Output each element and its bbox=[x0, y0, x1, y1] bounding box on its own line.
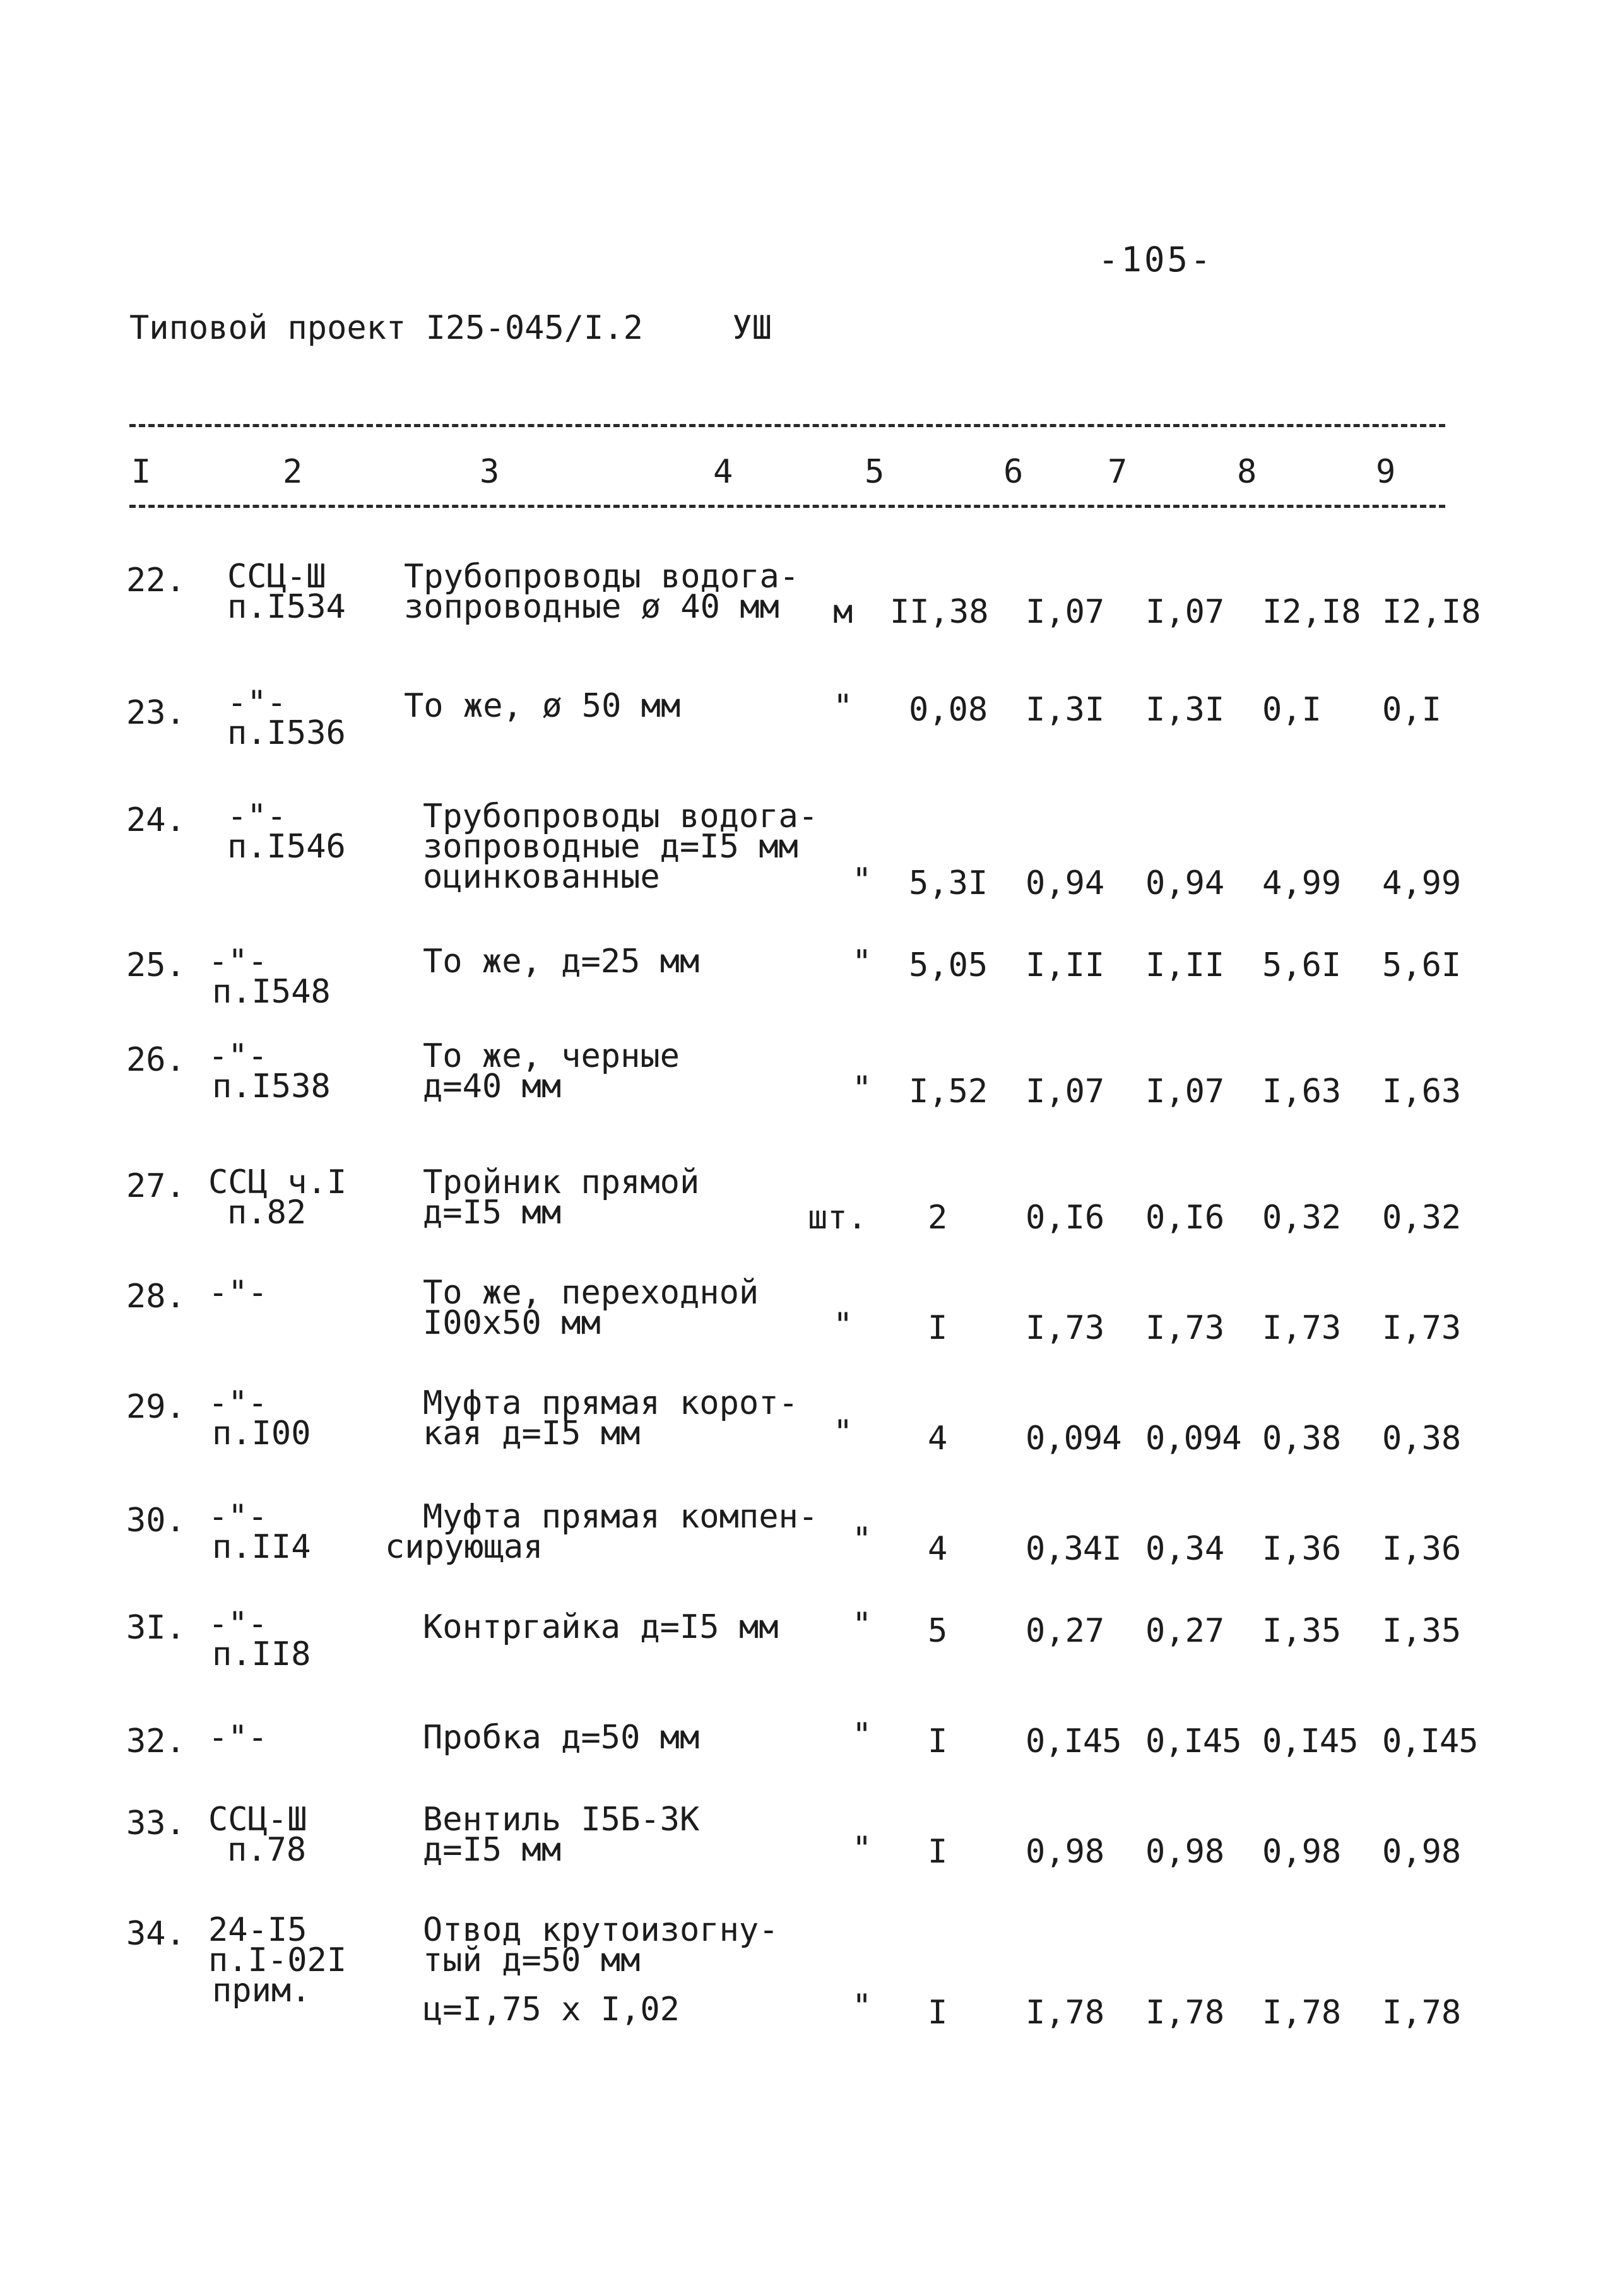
row-col6: 0,27 bbox=[1026, 1612, 1105, 1650]
name-line: I00x50 мм bbox=[423, 1304, 601, 1342]
row-quantity: I bbox=[928, 1722, 948, 1760]
section-code: УШ bbox=[732, 309, 772, 347]
ref-line: п.78 bbox=[227, 1831, 307, 1869]
name-line: оцинкованные bbox=[423, 858, 660, 896]
ref-line: -"- bbox=[208, 1498, 268, 1536]
name-line: То же, ø 50 мм bbox=[404, 687, 681, 725]
row-col8: I,35 bbox=[1262, 1612, 1342, 1650]
row-name bbox=[423, 1801, 700, 1869]
ref-line: ССЦ ч.I bbox=[208, 1163, 347, 1201]
name-line: Контргайка д=I5 мм bbox=[423, 1608, 779, 1646]
row-col9: I,35 bbox=[1382, 1612, 1462, 1650]
row-quantity: 0,08 bbox=[909, 691, 988, 729]
row-quantity: 4 bbox=[928, 1420, 948, 1457]
name-line: Тройник прямой bbox=[423, 1163, 700, 1201]
row-col8: 4,99 bbox=[1262, 864, 1342, 902]
row-col6: I,73 bbox=[1026, 1309, 1105, 1347]
row-col9: I,36 bbox=[1382, 1530, 1462, 1568]
row-reference bbox=[208, 1163, 347, 1232]
page-number: -105- bbox=[1098, 240, 1214, 280]
row-reference bbox=[227, 798, 346, 866]
row-number: 28. bbox=[126, 1278, 186, 1316]
row-col7: I,07 bbox=[1145, 593, 1225, 631]
row-name bbox=[423, 1163, 700, 1232]
col-header-9: 9 bbox=[1376, 453, 1396, 491]
row-name bbox=[423, 1274, 759, 1342]
row-col7: I,II bbox=[1145, 946, 1225, 984]
name-line: Отвод крутоизогну- bbox=[423, 1911, 779, 1949]
row-number: 3I. bbox=[126, 1609, 186, 1647]
row-col8: I,78 bbox=[1262, 1994, 1342, 2032]
row-col9: 5,6I bbox=[1382, 946, 1462, 984]
col-header-5: 5 bbox=[865, 453, 885, 491]
row-unit: " bbox=[852, 1521, 872, 1558]
row-name bbox=[404, 558, 800, 626]
row-col6: 0,94 bbox=[1026, 864, 1105, 902]
row-col8: I,73 bbox=[1262, 1309, 1342, 1347]
row-col9: I2,I8 bbox=[1382, 593, 1481, 631]
ref-line: п.I534 bbox=[227, 588, 346, 626]
row-number: 32. bbox=[126, 1722, 186, 1760]
row-number: 22. bbox=[126, 562, 186, 599]
row-unit: " bbox=[833, 1413, 853, 1451]
row-quantity: II,38 bbox=[890, 593, 989, 631]
name-line: сирующая bbox=[385, 1528, 543, 1566]
row-name bbox=[423, 1037, 680, 1105]
col-header-3: 3 bbox=[480, 453, 500, 491]
row-col9: 0,38 bbox=[1382, 1420, 1462, 1457]
row-unit: " bbox=[852, 1716, 872, 1754]
row-quantity: I bbox=[928, 1309, 948, 1347]
name-line: Трубопроводы водога- bbox=[423, 798, 819, 835]
name-line: Муфта прямая корот- bbox=[423, 1384, 798, 1422]
row-col7: 0,094 bbox=[1145, 1420, 1241, 1457]
row-col6: I,II bbox=[1026, 946, 1105, 984]
ref-line: -"- bbox=[208, 943, 268, 980]
row-unit: " bbox=[833, 688, 853, 726]
row-reference bbox=[208, 1801, 307, 1869]
row-quantity: 5 bbox=[928, 1612, 948, 1650]
ref-line: п.II4 bbox=[212, 1528, 311, 1566]
ref-line: п.I548 bbox=[212, 973, 331, 1011]
ref-line: п.II8 bbox=[212, 1635, 311, 1673]
row-col6: 0,094 bbox=[1026, 1420, 1121, 1457]
row-col8: I2,I8 bbox=[1262, 593, 1361, 631]
row-col8: 0,32 bbox=[1262, 1199, 1342, 1237]
name-line: тый д=50 мм bbox=[423, 1941, 641, 1979]
ref-line: -"- bbox=[227, 684, 287, 722]
row-number: 26. bbox=[126, 1041, 186, 1079]
row-col6: I,07 bbox=[1026, 593, 1105, 631]
row-reference bbox=[208, 1037, 331, 1105]
row-unit: " bbox=[833, 1306, 853, 1344]
row-col9: 0,I bbox=[1382, 691, 1441, 729]
ref-line: -"- bbox=[208, 1605, 268, 1643]
name-line: Трубопроводы водога- bbox=[404, 558, 800, 596]
row-col7: I,78 bbox=[1145, 1994, 1225, 2032]
row-reference bbox=[208, 943, 331, 1011]
row-name bbox=[404, 687, 681, 725]
row-unit: " bbox=[852, 861, 872, 899]
project-title: Типовой проект I25-045/I.2 bbox=[129, 309, 643, 347]
ref-line: -"- bbox=[208, 1719, 268, 1757]
row-col8: 0,I bbox=[1262, 691, 1322, 729]
row-quantity: I bbox=[928, 1833, 948, 1871]
row-unit: " bbox=[852, 943, 872, 981]
row-name bbox=[423, 943, 700, 980]
name-line: зопроводные ø 40 мм bbox=[404, 588, 779, 626]
row-col7: 0,27 bbox=[1145, 1612, 1225, 1650]
name-line: д=I5 мм bbox=[423, 1194, 562, 1232]
row-unit: " bbox=[852, 1987, 872, 2025]
row-col6: 0,34I bbox=[1026, 1530, 1121, 1568]
row-col9: 0,32 bbox=[1382, 1199, 1462, 1237]
row-col9: 0,98 bbox=[1382, 1833, 1462, 1871]
row-name bbox=[423, 1384, 798, 1452]
ref-line: -"- bbox=[208, 1384, 268, 1422]
row-name bbox=[423, 798, 819, 896]
row-col7: 0,98 bbox=[1145, 1833, 1225, 1871]
ref-line: прим. bbox=[212, 1972, 311, 2010]
name-line: Муфта прямая компен- bbox=[423, 1498, 819, 1536]
document-title bbox=[129, 309, 772, 347]
name-line: То же, переходной bbox=[423, 1274, 759, 1312]
row-col9: 0,I45 bbox=[1382, 1722, 1478, 1760]
name-line: д=40 мм bbox=[423, 1068, 562, 1105]
row-unit: " bbox=[852, 1606, 872, 1644]
row-number: 24. bbox=[126, 801, 186, 839]
row-reference bbox=[208, 1719, 268, 1757]
name-line: ц=I,75 x I,02 bbox=[423, 1991, 680, 2028]
row-col6: 0,I45 bbox=[1026, 1722, 1121, 1760]
row-number: 33. bbox=[126, 1804, 186, 1842]
row-col6: I,78 bbox=[1026, 1994, 1105, 2032]
row-quantity: 5,3I bbox=[909, 864, 988, 902]
ref-line: п.I-02I bbox=[208, 1941, 347, 1979]
row-name bbox=[423, 1608, 779, 1646]
ref-line: -"- bbox=[208, 1274, 268, 1312]
row-col6: 0,I6 bbox=[1026, 1199, 1105, 1237]
ref-line: 24-I5 bbox=[208, 1911, 307, 1949]
row-number: 30. bbox=[126, 1502, 186, 1539]
row-col9: I,73 bbox=[1382, 1309, 1462, 1347]
row-col8: 0,I45 bbox=[1262, 1722, 1358, 1760]
ref-line: п.82 bbox=[227, 1194, 307, 1232]
col-header-6: 6 bbox=[1003, 453, 1024, 491]
ref-line: п.I546 bbox=[227, 828, 346, 866]
row-col8: 0,98 bbox=[1262, 1833, 1342, 1871]
ref-line: п.I536 bbox=[227, 714, 346, 752]
row-quantity: I bbox=[928, 1994, 948, 2032]
row-col8: I,36 bbox=[1262, 1530, 1342, 1568]
row-col9: I,78 bbox=[1382, 1994, 1462, 2032]
row-col8: 5,6I bbox=[1262, 946, 1342, 984]
row-col7: 0,I6 bbox=[1145, 1199, 1225, 1237]
row-reference bbox=[208, 1384, 311, 1452]
header-top-rule bbox=[129, 424, 1445, 427]
row-col7: 0,94 bbox=[1145, 864, 1225, 902]
row-reference bbox=[227, 684, 346, 752]
row-number: 34. bbox=[126, 1915, 186, 1953]
row-col7: I,73 bbox=[1145, 1309, 1225, 1347]
col-header-8: 8 bbox=[1237, 453, 1257, 491]
ref-line: -"- bbox=[208, 1037, 268, 1075]
row-unit: " bbox=[852, 1830, 872, 1868]
row-number: 25. bbox=[126, 946, 186, 984]
row-reference bbox=[208, 1605, 311, 1673]
ref-line: -"- bbox=[227, 798, 287, 835]
row-unit: " bbox=[852, 1069, 872, 1107]
row-reference bbox=[227, 558, 346, 626]
ref-line: ССЦ-Ш bbox=[227, 558, 326, 596]
col-header-7: 7 bbox=[1108, 453, 1128, 491]
row-quantity: 2 bbox=[928, 1199, 948, 1237]
row-number: 27. bbox=[126, 1167, 186, 1205]
row-quantity: 4 bbox=[928, 1530, 948, 1568]
col-header-4: 4 bbox=[713, 453, 733, 491]
row-col8: I,63 bbox=[1262, 1073, 1342, 1110]
row-reference bbox=[208, 1911, 347, 2010]
row-name bbox=[423, 1911, 779, 2028]
row-quantity: I,52 bbox=[909, 1073, 988, 1110]
name-line: Пробка д=50 мм bbox=[423, 1719, 700, 1757]
row-name bbox=[385, 1498, 819, 1566]
name-line: кая д=I5 мм bbox=[423, 1415, 641, 1452]
row-col9: 4,99 bbox=[1382, 864, 1462, 902]
name-line: д=I5 мм bbox=[423, 1831, 562, 1869]
row-col9: I,63 bbox=[1382, 1073, 1462, 1110]
row-col6: I,07 bbox=[1026, 1073, 1105, 1110]
row-col8: 0,38 bbox=[1262, 1420, 1342, 1457]
row-reference bbox=[208, 1498, 311, 1566]
name-line: То же, черные bbox=[423, 1037, 680, 1075]
name-line: Вентиль I5Б-3К bbox=[423, 1801, 700, 1839]
row-col6: I,3I bbox=[1026, 691, 1105, 729]
row-quantity: 5,05 bbox=[909, 946, 988, 984]
col-header-2: 2 bbox=[283, 453, 303, 491]
row-col7: 0,34 bbox=[1145, 1530, 1225, 1568]
row-name bbox=[423, 1719, 700, 1757]
row-col7: 0,I45 bbox=[1145, 1722, 1241, 1760]
ref-line: п.I538 bbox=[212, 1068, 331, 1105]
row-reference bbox=[208, 1274, 268, 1312]
name-line: зопроводные д=I5 мм bbox=[423, 828, 798, 866]
row-col7: I,3I bbox=[1145, 691, 1225, 729]
col-header-1: I bbox=[131, 453, 151, 491]
ref-line: п.I00 bbox=[212, 1415, 311, 1452]
row-unit: шт. bbox=[808, 1199, 867, 1237]
name-line: То же, д=25 мм bbox=[423, 943, 700, 980]
ref-line: ССЦ-Ш bbox=[208, 1801, 307, 1839]
row-col7: I,07 bbox=[1145, 1073, 1225, 1110]
row-col6: 0,98 bbox=[1026, 1833, 1105, 1871]
row-number: 23. bbox=[126, 694, 186, 732]
row-number: 29. bbox=[126, 1388, 186, 1426]
row-unit: м bbox=[833, 593, 853, 631]
header-bottom-rule bbox=[129, 505, 1445, 508]
